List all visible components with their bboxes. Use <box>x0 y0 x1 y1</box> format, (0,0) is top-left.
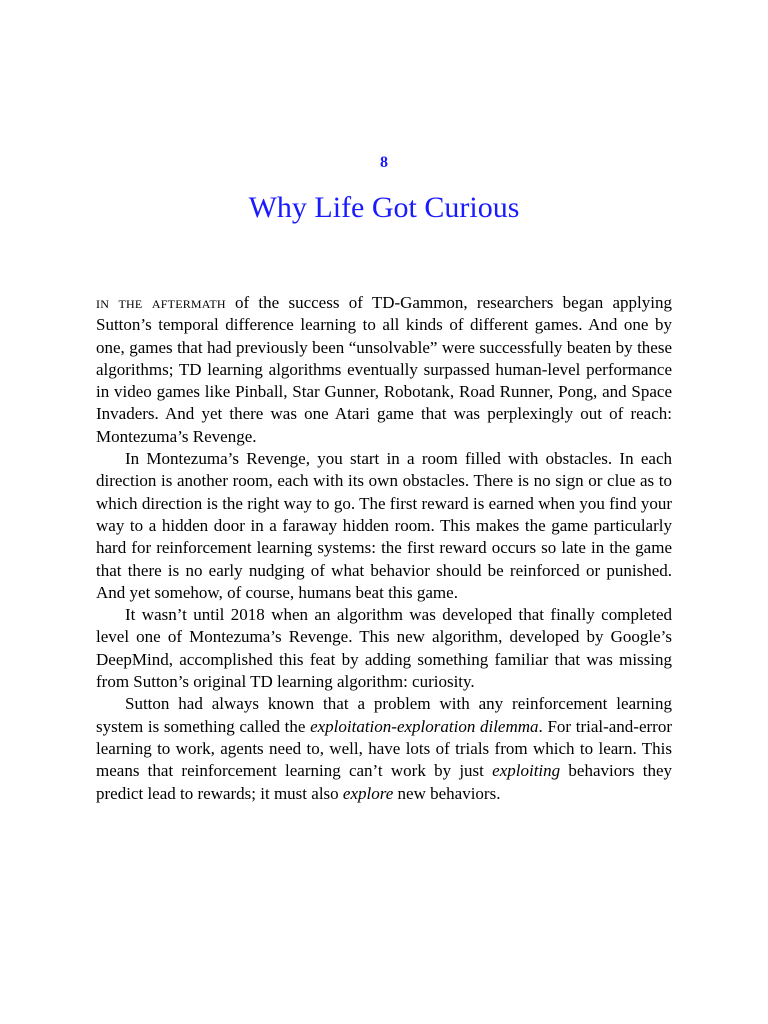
paragraph-2: In Montezuma’s Revenge, you start in a room filled with obstacles. In each direction is another room, each with its own obstacles. There is no sign or clue as to which direction is the right way to go. The first reward is earned when you find your way to a hidden door in a faraway hidden room. This makes the game particularly hard for reinforcement learning systems: the first reward occurs so late in the game that there is no early nudging of what behavior should be reinforced or punished. And yet somehow, of course, humans beat this game. <box>96 449 672 602</box>
paragraph-4-part1: Sutton had always known that a problem with any reinforcement learning system is something called the <box>96 694 672 736</box>
paragraph-4-part3: behaviors they predict lead to rewards; it must also <box>96 761 673 803</box>
paragraph-3: It wasn’t until 2018 when an algorithm was developed that finally completed level one of Montezuma’s Revenge. This new algorithm, developed by Google’s DeepMind, accomplished this feat by adding something familiar that was missing from Sutton’s original TD learning algorithm: curiosity. <box>96 605 672 692</box>
lead-in-smallcaps: in the aftermath <box>96 293 226 312</box>
paragraph-4-part2: . For trial-and-error learning to work, agents need to, well, have lots of trials from which to learn. This means that reinforcement learning can’t work by just <box>96 716 672 781</box>
paragraph-4 <box>96 693 672 804</box>
paragraph-1 <box>96 292 672 448</box>
term-exploitation-exploration: exploitation-exploration dilemma <box>310 716 539 736</box>
term-explore: explore <box>342 783 394 803</box>
chapter-number: 8 <box>380 154 388 171</box>
term-exploiting: exploiting <box>492 761 561 781</box>
chapter-title: Why Life Got Curious <box>248 191 520 224</box>
paragraph-1-text: of the success of TD-Gammon, researchers began applying Sutton’s temporal difference learning to all kinds of different games. And one by one, games that had previously been “unsolvable” were successfully beaten by these algorithms; TD learning algorithms eventually surpassed human-level performance in video games like Pinball, Star Gunner, Robotank, Road Runner, Pong, and Space Invaders. And yet there was one Atari game that was perplexingly out of reach: Montezuma’s Revenge. <box>96 293 672 446</box>
paragraph-4-part4: new behaviors. <box>393 783 501 803</box>
chapter-body <box>96 292 672 805</box>
